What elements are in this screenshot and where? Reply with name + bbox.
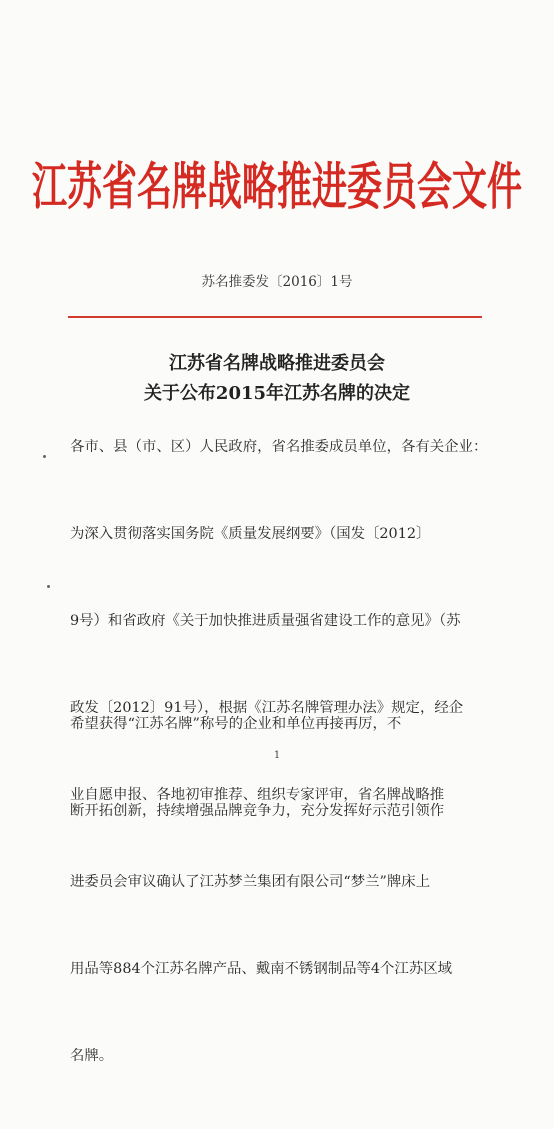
page-number: 1 [273,750,281,761]
paragraph-line: 名牌。 [70,1048,114,1064]
document-heading-line-1: 江苏省名牌战略推进委员会 [169,353,385,374]
scan-speck [43,455,46,458]
paragraph-line: 9号）和省政府《关于加快推进质量强省建设工作的意见》（苏 [70,613,461,629]
paragraph-line: 政发〔2012〕91号），根据《江苏名牌管理办法》规定，经企 [70,700,464,716]
paragraph-line: 业自愿申报、各地初审推荐、组织专家评审，省名牌战略推 [70,787,445,803]
paragraph-line: 希望获得“江苏名牌”称号的企业和单位再接再厉，不 [70,716,402,732]
paragraph-line: 断开拓创新，持续增强品牌竞争力，充分发挥好示范引领作 [70,803,445,819]
paragraph-line: 用品等884个江苏名牌产品、戴南不锈钢制品等4个江苏区域 [70,961,452,977]
paragraph-2 [70,652,490,884]
paragraph-line: 进委员会审议确认了江苏梦兰集团有限公司“梦兰”牌床上 [70,874,431,890]
document-heading-line-2: 关于公布2015年江苏名牌的决定 [143,383,411,404]
document-number: 苏名推委发〔2016〕1号 [201,274,353,290]
red-divider-line [68,316,482,318]
document-header-title: 江苏省名牌战略推进委员会文件 [31,157,522,217]
paragraph-line: 为深入贯彻落实国务院《质量发展纲要》（国发〔2012〕 [70,526,431,542]
salutation: 各市、县（市、区）人民政府，省名推委成员单位，各有关企业： [70,439,488,455]
scan-speck [47,585,50,588]
